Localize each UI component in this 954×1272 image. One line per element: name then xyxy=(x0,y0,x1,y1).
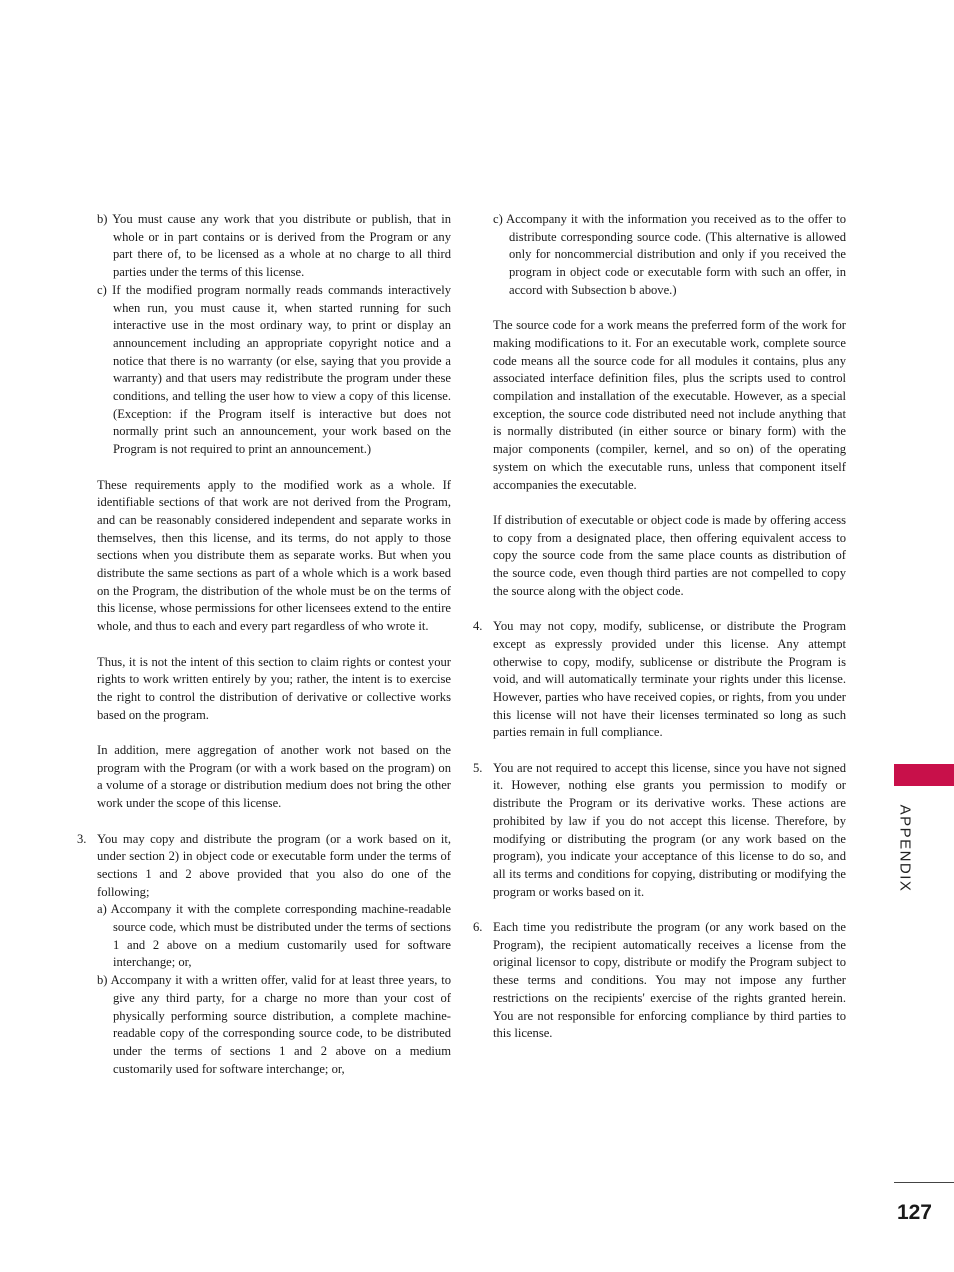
paragraph-requirements: These requirements apply to the modified work as a whole. If identifiable sections of that work are not derived from the Program, and can be reasonably considered independent and separate works in themselves, then this license, and its terms, do not apply to those sections when you distribute them as separate works. But when you distribute the same sections as part of a whole which is a work based on the Program, the distribution of the whole must be on the terms of this license, whose permissions for other licensees extend to the entire whole, and thus to each and every part regardless of who wrote it. xyxy=(97,477,451,634)
subsection-b-prev: b) You must cause any work that you distribute or publish, that in whole or in part contains or is derived from the Program or any part there of, to be licensed as a whole at no charge to all third parties under the terms of this license. xyxy=(97,212,451,280)
subsection-b: b) Accompany it with a written offer, valid for at least three years, to give any third party, for a charge no more than your cost of physically performing source distribution, a complete machine-readable copy of the corresponding source code, to be distributed under the terms of sections 1 and 2 above on a medium customarily used for software interchange; or, xyxy=(97,973,451,1076)
item-text: You may not copy, modify, sublicense, or distribute the Program except as expressly provided under this license. Any attempt otherwise to copy, modify, sublicense or distribute the Program is void, and will automatically terminate your rights under this license. However, parties who have received copies, or rights, from you under this license will not have their licenses terminated so long as such parties remain in full compliance. xyxy=(493,619,846,740)
list-item-3 xyxy=(77,831,451,1079)
subsection-c-prev: c) If the modified program normally reads commands interactively when run, you must cause it, when started running for such interactive use in the most ordinary way, to print or display an announcement including an appropriate copyright notice and a notice that there is no warranty (or else, saying that you provide a warranty) and that users may redistribute the program under these conditions, and telling the user how to view a copy of this license. (Exception: if the Program itself is interactive but does not normally print such an announcement, your work based on the Program is not required to print an announcement.) xyxy=(97,282,451,457)
item-text: Each time you redistribute the program (or any work based on the Program), the recipient automatically receives a license from the original licensor to copy, distribute or modify the Program subject to these terms and conditions. You may not impose any further restrictions on the recipients' exercise of the rights granted herein. You are not responsible for enforcing compliance by third parties to this license. xyxy=(493,920,846,1041)
item-number: 3. xyxy=(77,831,87,846)
subsection-c: c) Accompany it with the information you received as to the offer to distribute corresponding source code. (This alternative is allowed only for noncommercial distribution and only if you received the program in object code or executable form with such an offer, in accord with Subsection b above.) xyxy=(493,212,846,297)
paragraph-distribution: If distribution of executable or object code is made by offering access to copy from a designated place, then offering equivalent access to copy the source code from the same place counts as distribution of the source code, even though third parties are not compelled to copy the source along with the object code. xyxy=(493,512,846,598)
right-column xyxy=(473,211,846,1061)
paragraph-aggregation: In addition, mere aggregation of another work not based on the program with the Program (or with a work based on the program) on a volume of a storage or distribution medium does not bring the other work under the scope of this license. xyxy=(97,743,451,811)
item-number: 5. xyxy=(473,760,483,775)
page-number: 127 xyxy=(896,1201,932,1224)
section-tab xyxy=(894,764,954,786)
item-text: You are not required to accept this license, since you have not signed it. However, nothing else grants you permission to modify or distribute the Program or its derivative works. These actions are prohibited by law if you do not accept this license. Therefore, by modifying or distributing the program (or any work based on the program), you indicate your acceptance of this license to do so, and all its terms and conditions for copying, distributing or modifying the program or works based on it. xyxy=(493,760,846,899)
list-item-5 xyxy=(473,760,846,902)
section-label xyxy=(894,800,916,896)
item-text: You may copy and distribute the program (or a work based on it, under section 2) in object code or executable form under the terms of sections 1 and 2 above provided that you also do one of the following; xyxy=(97,831,451,899)
list-item-6 xyxy=(473,919,846,1043)
paragraph-intent: Thus, it is not the intent of this section to claim rights or contest your rights to work written entirely by you; rather, the intent is to exercise the right to control the distribution of derivative or collective works based on the program. xyxy=(97,654,451,722)
footer-rule xyxy=(894,1182,954,1183)
item-number: 4. xyxy=(473,619,483,634)
list-item-4 xyxy=(473,618,846,742)
section-label-text: APPENDIX xyxy=(896,804,914,892)
paragraph-source-code: The source code for a work means the preferred form of the work for making modifications to it. For an executable work, complete source code means all the source code for all modules it contains, plus any associated interface definition files, plus the scripts used to control compilation and installation of the executable. However, as a special exception, the source code distributed need not include anything that is normally distributed (in either source or binary form) with the major components (compiler, kernel, and so on) of the operating system on which the executable runs, unless that component itself accompanies the executable. xyxy=(493,318,846,492)
subsection-a: a) Accompany it with the complete corresponding machine-readable source code, which must be distributed under the terms of sections 1 and 2 above on a medium customarily used for software interchange; or, xyxy=(97,902,451,970)
item-number: 6. xyxy=(473,920,483,935)
left-column xyxy=(77,211,451,1096)
